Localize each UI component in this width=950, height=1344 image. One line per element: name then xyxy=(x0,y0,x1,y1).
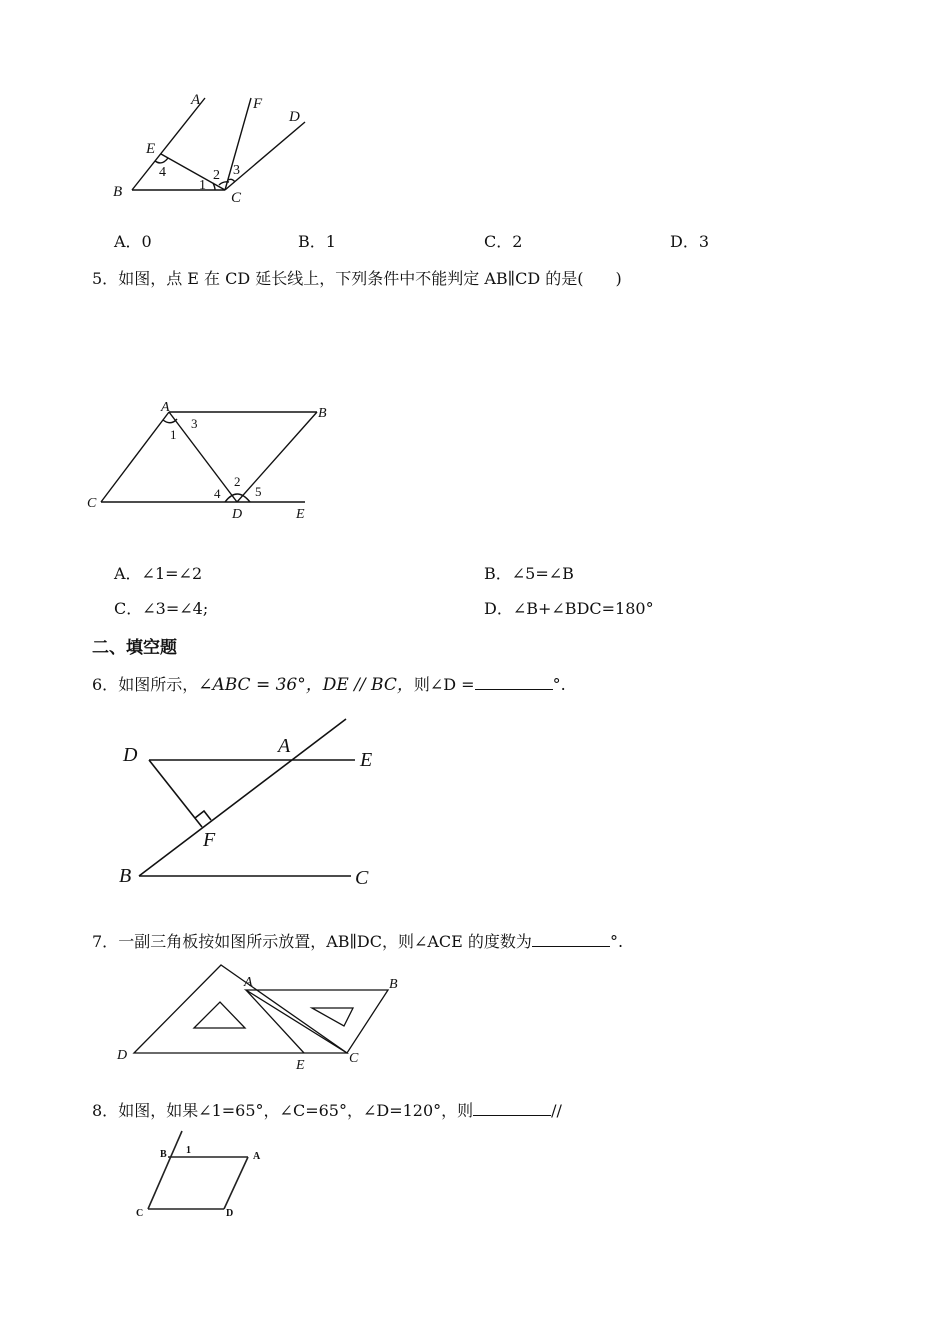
q5-point-D: D xyxy=(232,507,243,522)
q4-angle-label-1: 1 xyxy=(199,178,206,193)
q5-text: 如图，点 E 在 CD 延长线上，下列条件中不能判定 AB∥CD 的是( ) xyxy=(118,269,622,288)
q5-angle-label-5: 5 xyxy=(255,484,262,499)
q5-figure xyxy=(85,398,345,526)
q6-question xyxy=(92,670,566,695)
q6-answer-blank[interactable] xyxy=(475,675,553,690)
q6-ask: 则∠D = xyxy=(413,675,475,694)
q7-point-B: B xyxy=(389,977,398,992)
q7-answer-blank[interactable] xyxy=(532,932,610,947)
q5-angle-label-4: 4 xyxy=(214,486,221,501)
q5-point-A: A xyxy=(161,400,170,415)
q6-right-angle-mark xyxy=(195,811,211,820)
q5-number: 5． xyxy=(92,269,119,288)
q7-triangle-small xyxy=(246,990,388,1053)
q5-angle-label-1: 1 xyxy=(170,427,177,442)
q6-line-B-ray xyxy=(139,719,346,876)
q4-angle-label-2: 2 xyxy=(213,168,220,183)
q8-point-B: B xyxy=(160,1149,167,1160)
q4-point-B: B xyxy=(113,184,123,200)
q7-point-C: C xyxy=(349,1051,359,1066)
q4-option-a[interactable]: A．0 xyxy=(114,232,152,251)
q6-point-D: D xyxy=(123,744,138,766)
q4-point-E: E xyxy=(146,141,156,157)
q5-option-b[interactable]: B．∠5=∠B xyxy=(484,564,574,583)
q7-question xyxy=(92,929,623,952)
q6-angle-expr: ∠ABC = 36°， xyxy=(198,675,323,695)
q5-angle-label-2: 2 xyxy=(234,474,241,489)
q7-triangle-small-inner xyxy=(312,1008,353,1026)
q6-number: 6． xyxy=(92,675,119,694)
q6-point-F: F xyxy=(203,829,216,851)
q5-option-d[interactable]: D．∠B+∠BDC=180° xyxy=(484,599,654,618)
q8-line-extended-BC xyxy=(148,1131,182,1209)
q4-point-F: F xyxy=(253,96,263,112)
q8-point-A: A xyxy=(253,1151,261,1162)
q6-point-E: E xyxy=(360,749,373,771)
q4-point-A: A xyxy=(191,92,201,108)
q6-point-A: A xyxy=(278,735,291,757)
q5-point-B: B xyxy=(318,406,327,421)
q8-figure xyxy=(120,1128,280,1223)
q7-point-D: D xyxy=(117,1048,128,1063)
q4-option-c[interactable]: C．2 xyxy=(484,232,523,251)
q4-angle-label-4: 4 xyxy=(159,165,166,180)
q4-line-CD xyxy=(225,122,305,190)
q6-point-B: B xyxy=(119,865,132,887)
q4-option-d[interactable]: D．3 xyxy=(670,232,710,251)
q7-text: 一副三角板按如图所示放置，AB∥DC，则∠ACE 的度数为 xyxy=(118,932,532,951)
q5-line-AD xyxy=(169,412,237,502)
q8-angle-label-1: 1 xyxy=(186,1145,191,1156)
q7-suffix: °. xyxy=(609,932,624,951)
q6-figure xyxy=(115,715,385,890)
q8-suffix: // xyxy=(551,1101,562,1120)
q5-line-BD xyxy=(237,412,317,502)
q8-line-AD xyxy=(224,1157,248,1209)
q5-point-C: C xyxy=(87,496,97,511)
q7-point-E: E xyxy=(296,1058,305,1073)
q6-suffix: °. xyxy=(552,675,566,694)
q4-point-C: C xyxy=(231,190,242,206)
q8-text: 如图，如果∠1=65°，∠C=65°，∠D=120°，则 xyxy=(118,1101,474,1120)
q4-figure xyxy=(105,90,320,210)
q8-answer-blank[interactable] xyxy=(473,1101,551,1116)
q7-figure xyxy=(112,962,412,1074)
q4-option-b[interactable]: B．1 xyxy=(298,232,336,251)
section-fill-in-title: 二、填空题 xyxy=(92,638,177,658)
q6-parallel-expr: DE // BC， xyxy=(322,675,414,695)
q6-point-C: C xyxy=(355,867,369,889)
q8-number: 8． xyxy=(92,1101,119,1120)
q7-number: 7． xyxy=(92,932,119,951)
q5-point-E: E xyxy=(296,507,305,522)
q5-option-a[interactable]: A．∠1=∠2 xyxy=(114,564,203,583)
q6-line-DF xyxy=(149,760,202,827)
q8-point-D: D xyxy=(226,1208,234,1219)
q5-question xyxy=(92,266,622,289)
q8-question xyxy=(92,1098,562,1121)
q5-line-AC xyxy=(101,412,169,502)
q8-point-C: C xyxy=(136,1208,144,1219)
q7-point-A: A xyxy=(244,975,253,990)
q6-prefix: 如图所示， xyxy=(118,675,199,694)
q4-angle-label-3: 3 xyxy=(233,163,240,178)
q5-option-c[interactable]: C．∠3=∠4; xyxy=(114,599,209,618)
q5-angle-label-3: 3 xyxy=(191,416,198,431)
q7-triangle-large-inner xyxy=(194,1002,245,1028)
q4-point-D: D xyxy=(289,109,300,125)
q4-line-BA xyxy=(132,98,205,190)
